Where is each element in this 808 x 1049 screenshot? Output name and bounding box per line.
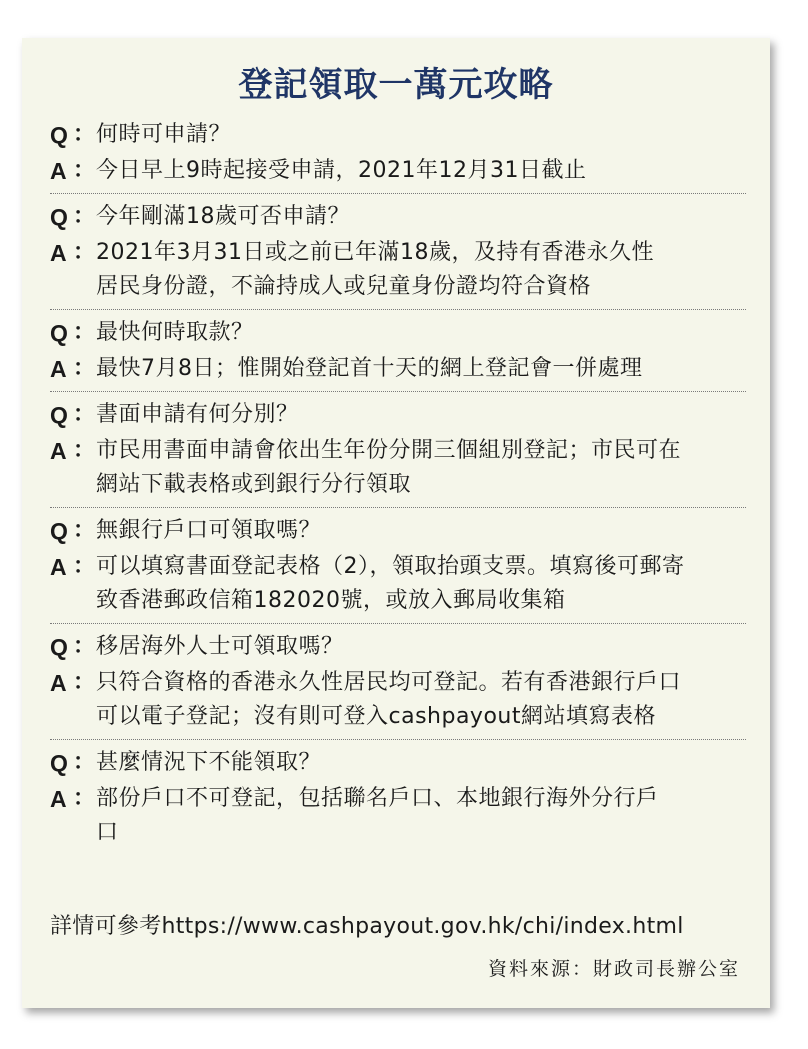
question-colon: ： <box>72 402 95 427</box>
question-row <box>50 746 746 780</box>
qa-item <box>50 630 746 740</box>
question-colon: ： <box>72 750 95 775</box>
answer-text: 可以填寫書面登記表格（2），領取抬頭支票。填寫後可郵寄 致香港郵政信箱182020號，或放入郵局收集箱 <box>96 554 685 613</box>
question-marker: Q <box>50 518 68 544</box>
question-marker: Q <box>50 402 68 428</box>
qa-item <box>50 398 746 508</box>
question-text: 書面申請有何分別？ <box>96 402 299 427</box>
question-row <box>50 514 746 548</box>
answer-marker: A <box>50 438 67 464</box>
answer-colon: ： <box>72 356 95 381</box>
answer-marker: A <box>50 554 67 580</box>
answer-marker: A <box>50 670 67 696</box>
answer-colon: ： <box>72 240 95 265</box>
qa-item <box>50 316 746 392</box>
answer-marker: A <box>50 356 67 382</box>
question-text: 何時可申請？ <box>96 122 232 147</box>
answer-colon: ： <box>72 670 95 695</box>
qa-item <box>50 746 746 855</box>
question-marker: Q <box>50 204 68 230</box>
answer-colon: ： <box>72 554 95 579</box>
answer-colon: ： <box>72 786 95 811</box>
question-marker: Q <box>50 122 68 148</box>
qa-item <box>50 200 746 310</box>
qa-item <box>50 118 746 194</box>
answer-text: 最快7月8日；惟開始登記首十天的網上登記會一併處理 <box>96 356 643 381</box>
answer-marker: A <box>50 240 67 266</box>
details-link-text: 詳情可參考https://www.cashpayout.gov.hk/chi/index.html <box>50 914 684 939</box>
qa-list <box>50 118 746 861</box>
answer-marker: A <box>50 158 67 184</box>
question-row <box>50 630 746 664</box>
answer-colon: ： <box>72 158 95 183</box>
question-colon: ： <box>72 122 95 147</box>
qa-item <box>50 514 746 624</box>
question-row <box>50 316 746 350</box>
question-row <box>50 200 746 234</box>
answer-text: 今日早上9時起接受申請，2021年12月31日截止 <box>96 158 587 183</box>
question-text: 甚麼情況下不能領取？ <box>96 750 322 775</box>
question-marker: Q <box>50 320 68 346</box>
question-colon: ： <box>72 320 95 345</box>
question-row <box>50 398 746 432</box>
answer-row <box>50 782 746 850</box>
answer-row <box>50 666 746 734</box>
answer-row <box>50 352 746 386</box>
answer-row <box>50 550 746 618</box>
question-colon: ： <box>72 204 95 229</box>
question-marker: Q <box>50 634 68 660</box>
answer-colon: ： <box>72 438 95 463</box>
question-colon: ： <box>72 634 95 659</box>
question-colon: ： <box>72 518 95 543</box>
question-text: 最快何時取款？ <box>96 320 254 345</box>
info-card <box>22 38 770 1008</box>
answer-row <box>50 434 746 502</box>
source-credit: 資料來源：財政司長辦公室 <box>487 958 740 980</box>
question-text: 無銀行戶口可領取嗎？ <box>96 518 322 543</box>
question-text: 今年剛滿18歲可否申請？ <box>96 204 350 229</box>
answer-marker: A <box>50 786 67 812</box>
page-title: 登記領取一萬元攻略 <box>238 65 554 105</box>
answer-text: 部份戶口不可登記，包括聯名戶口、本地銀行海外分行戶 口 <box>96 786 659 845</box>
answer-row <box>50 236 746 304</box>
answer-text: 市民用書面申請會依出生年份分開三個組別登記；市民可在 網站下載表格或到銀行分行領取 <box>96 438 682 497</box>
answer-text: 只符合資格的香港永久性居民均可登記。若有香港銀行戶口 可以電子登記；沒有則可登入cashpayout網站填寫表格 <box>96 670 682 729</box>
answer-row <box>50 154 746 188</box>
answer-text: 2021年3月31日或之前已年滿18歲，及持有香港永久性 居民身份證，不論持成人或兒童身份證均符合資格 <box>96 240 654 299</box>
question-text: 移居海外人士可領取嗎？ <box>96 634 344 659</box>
question-row <box>50 118 746 152</box>
question-marker: Q <box>50 750 68 776</box>
